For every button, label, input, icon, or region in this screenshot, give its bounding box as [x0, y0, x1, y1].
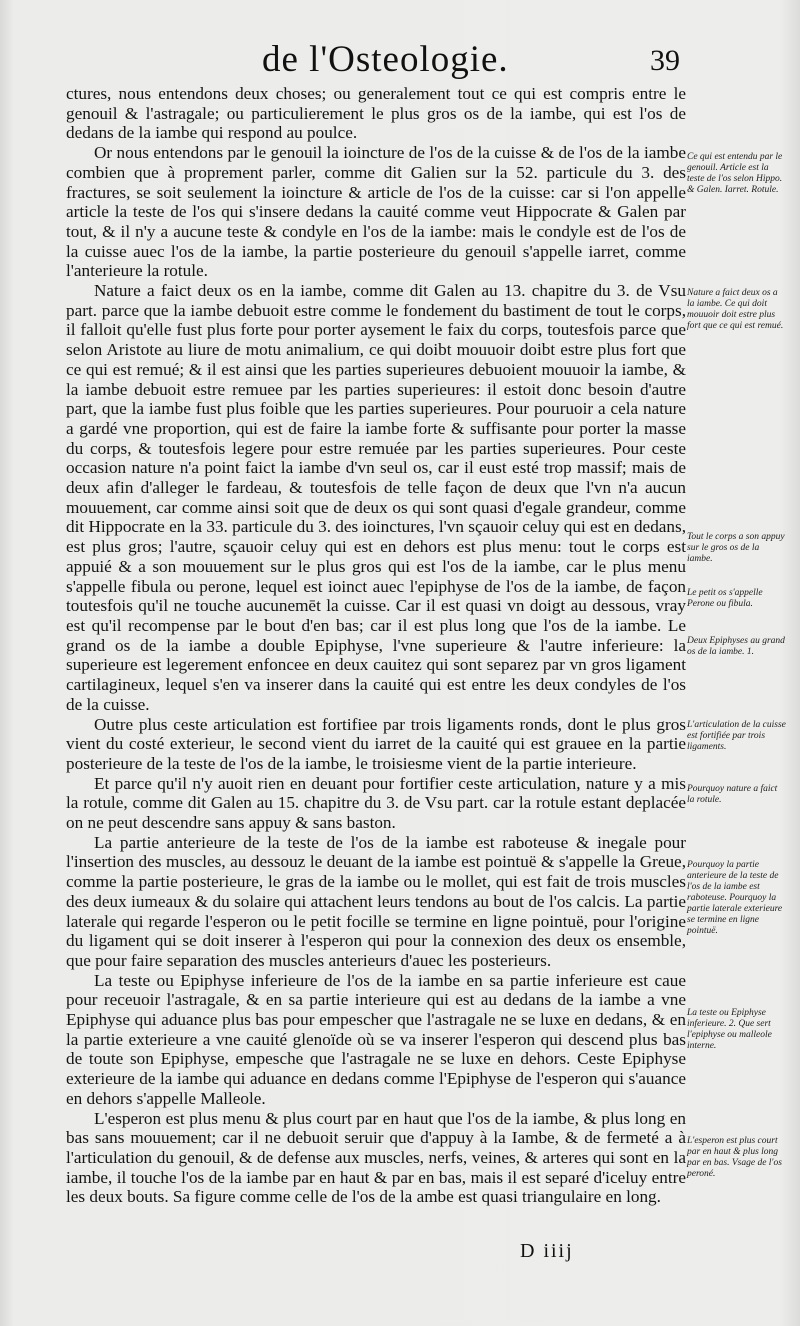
margin-note: Ce qui est entendu par le genouil. Article est la teste de l'os selon Hippo. & Galen. Iarret. Rotule.: [687, 152, 783, 195]
paragraph: Et parce qu'il n'y auoit rien en deuant pour fortifier ceste articulation, nature y a mis la rotule, comme dit Galen au 15. chapitre du 3. de Vsu part. car la rotule estant deplacée on ne peut descendre sans appuy & sans baston.: [66, 773, 686, 833]
paragraph: L'esperon est plus menu & plus court par en haut que l'os de la iambe, & plus long en bas sans mouuement; car il ne debuoit seruir que d'appuy à la Iambe, & de fermeté a à l'articulation du genouil, & de defense aux muscles, nerfs, veines, & arteres qui sont en la iambe, il touche l'os de la iambe par en haut & par en bas, mais il est separé d'iceluy entre les deux bouts. Sa figure comme celle de l'os de la ambe est quasi triangulaire en long.: [66, 1108, 686, 1207]
margin-note: Nature a faict deux os a la iambe. Ce qui doit mouuoir doit estre plus fort que ce qui est remué.: [687, 288, 784, 331]
page-header: [0, 28, 800, 88]
paragraph: Outre plus ceste articulation est fortifiee par trois ligaments ronds, dont le plus gros vient du costé exterieur, le second vient du iarret de la cauité qui est grauee en la partie posterieure de la teste de l'os de la iambe, le troisiesme vient de la partie interieure.: [66, 714, 686, 773]
margin-note: La teste ou Epiphyse inferieure. 2. Que sert l'epiphyse ou malleole interne.: [687, 1008, 772, 1051]
margin-note: Tout le corps a son appuy sur le gros os de la iambe.: [687, 532, 785, 564]
paragraph: La teste ou Epiphyse inferieure de l'os de la iambe en sa partie inferieure est caue pour receuoir l'astragale, & en sa partie interieure qui est au dedans de la iambe a vne Epiphyse qui aduance plus bas pour empescher que l'astragale ne se luxe en dedans, & en la partie exterieure a vne cauité glenoïde où se va inserer l'esperon qui descend plus bas de toute son Epiphyse, empesche que l'astragale ne se luxe en dehors. Ceste Epiphyse exterieure de la iambe qui aduance en dedans comme l'Epiphyse de l'esperon qui s'auance en dehors s'appelle Malleole.: [66, 970, 686, 1108]
main-text-column: [66, 84, 686, 1207]
margin-note: L'articulation de la cuisse est fortifiée par trois ligaments.: [687, 720, 786, 752]
running-title: de l'Osteologie.: [262, 39, 509, 80]
margin-note: Pourquoy la partie anterieure de la teste de l'os de la iambe est raboteuse. Pourquoy la partie laterale exterieure se termine en ligne pointuë.: [687, 860, 783, 936]
signature-mark: D iiij: [520, 1240, 574, 1262]
paragraph: Or nous entendons par le genouil la ioincture de l'os de la cuisse & de l'os de la iambe combien que à proprement parler, comme dit Galien sur la 52. particule du 3. des fractures, se soit seulement la ioincture & article de l'os de la cuisse: car si l'on appelle article la teste de l'os qui s'insere dedans la cauité comme veut Hippocrate & Galen par tout, & il n'y a aucune teste & condyle en l'os de la iambe: mais le condyle est de l'os de la cuisse auec l'os de la iambe, la partie posterieure du genouil s'appelle iarret, comme l'anterieure la rotule.: [66, 143, 686, 281]
paragraph: La partie anterieure de la teste de l'os de la iambe est raboteuse & inegale pour l'insertion des muscles, au dessouz le deuant de la iambe est pointuë & s'appelle la Greue, comme la partie posterieure, le gras de la iambe ou le mollet, qui est fait de trois muscles des deux iumeaux & du solaire qui attachent leurs tendons au bout de l'os calcis. La partie laterale qui regarde l'esperon ou le petit focille se termine en ligne pointuë, pour l'origine du ligament qui se doit inserer à l'esperon qui pour la connexion des deux os ensemble, que pour faire separation des muscles anterieurs d'auec les posterieurs.: [66, 832, 686, 970]
page-number: 39: [650, 44, 680, 77]
paragraph: ctures, nous entendons deux choses; ou generalement tout ce qui est compris entre le genouil & l'astragale; ou particulierement le plus gros os de la iambe, qui est l'os de dedans de la iambe qui respond au poulce.: [66, 84, 686, 143]
margin-note: Le petit os s'appelle Perone ou fibula.: [687, 588, 763, 609]
margin-note: L'esperon est plus court par en haut & plus long par en bas. Vsage de l'os peroné.: [687, 1136, 782, 1179]
paragraph: Nature a faict deux os en la iambe, comme dit Galen au 13. chapitre du 3. de Vsu part. parce que la iambe debuoit estre comme le fondement du bastiment de tout le corps, il falloit qu'elle fust plus forte pour porter aysement le faix du corps, toutesfois parce que selon Aristote au liure de motu animalium, ce qui doibt mouuoir doibt estre plus fort que ce qui est remué; & il est ainsi que les parties superieures debuoient mouuoir la iambe, & la iambe debuoit estre remuee par les parties superieures: il estoit donc besoin d'autre part, que la iambe fust plus foible que les parties superieures. Pour pouruoir a cela nature a gardé vne proportion, qui est de faire la iambe forte & suffisante pour porter la masse du corps, & toutesfois legere pour estre remuée par les parties superieures. Pour ceste occasion nature n'a point faict la iambe d'vn seul os, car il eust esté trop massif; mais de deux afin d'alleger le fardeau, & toutesfois de telle façon de deux que l'vn n'a aucun mouuement, car comme ainsi soit que de deux os qui sont quasi d'egale grandeur, comme dit Hippocrate en la 33. particule du 3. des ioinctures, l'vn sçauoir celuy qui est en dedans, est plus gros; l'autre, sçauoir celuy qui est en dehors est plus menu: tout le corps est appuié & a son mouuement sur le plus gros qui est l'os de la iambe, car le plus menu s'appelle fibula ou perone, lequel est ioinct auec l'epiphyse de l'os de la iambe, de façon toutesfois qu'il ne touche aucunemēt la cuisse. Car il est quasi vn doigt au dessous, vray est qu'il recompense par le bout d'en bas; car il est plus long que l'os de la iambe. Le grand os de la iambe a double Epiphyse, l'vne superieure & l'autre inferieure: la superieure est legerement enfoncee en deux cauitez qui sont separez par vn gros ligament cartilagineux, lequel s'en va inserer dans la cauité qui est entre les deux condyles de l'os de la cuisse.: [66, 281, 686, 714]
margin-note: Deux Epiphyses au grand os de la iambe. 1.: [687, 636, 785, 657]
margin-note: Pourquoy nature a faict la rotule.: [687, 784, 778, 805]
